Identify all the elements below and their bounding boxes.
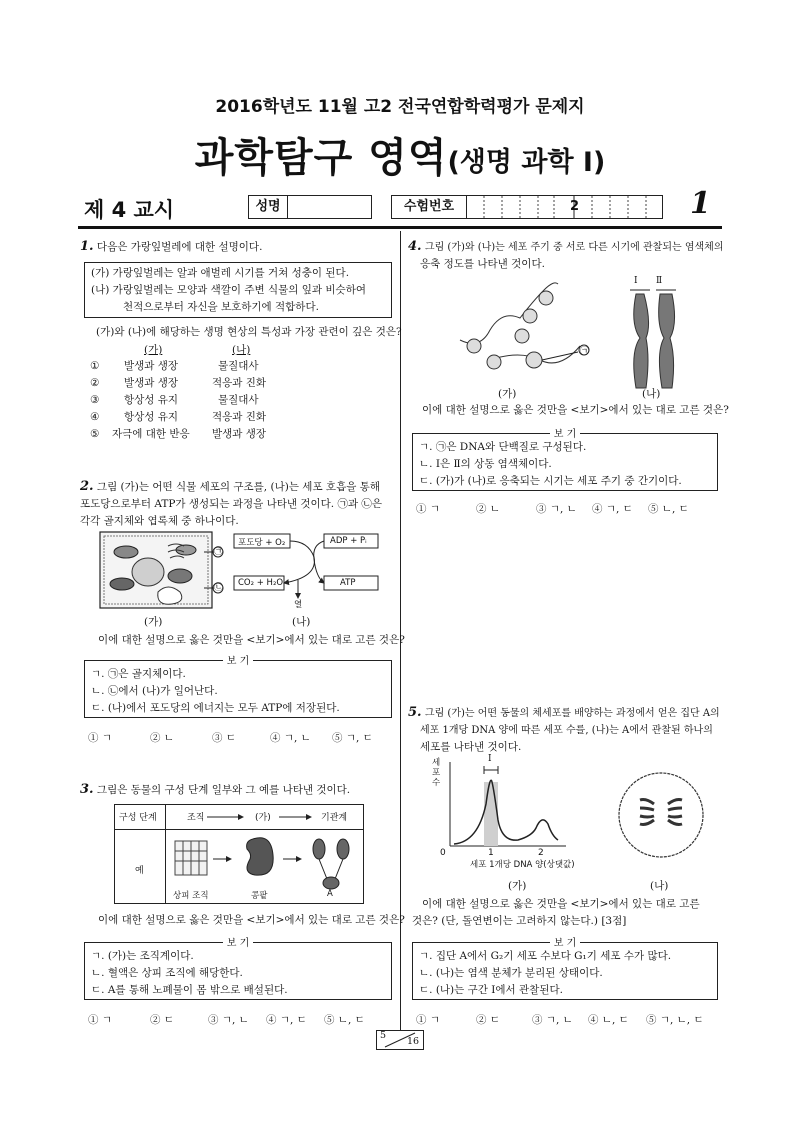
q2-choice[interactable]: ⑤ ㄱ, ㄷ (332, 732, 373, 744)
q1-col-header-b: (나) (232, 344, 251, 356)
q5-number: 5. (408, 705, 422, 720)
q1-stem-text: 다음은 가랑잎벌레에 대한 설명이다. (96, 241, 263, 253)
subject-sub: (생명 과학 Ⅰ) (447, 147, 606, 178)
q5-choices (416, 1012, 704, 1027)
total-pages: 16 (407, 1036, 420, 1047)
q3-stage-3: 기관계 (321, 813, 348, 823)
q4-choice[interactable]: ③ ㄱ, ㄴ (536, 503, 577, 515)
q5-bogi-item: ㄱ. 집단 A에서 G₂기 세포 수보다 G₁기 세포 수가 많다. (419, 950, 672, 962)
kidney-shape (247, 838, 274, 875)
q2-mark-b: ㉡ (214, 583, 224, 593)
q3-example-1: 상피 조직 (173, 891, 209, 901)
q1-question: (가)와 (나)에 해당하는 생명 현상의 특성과 가장 관련이 깊은 것은? (96, 326, 402, 338)
header-rule (78, 226, 722, 229)
q2-choice[interactable]: ④ ㄱ, ㄴ (270, 732, 311, 744)
name-box (248, 195, 372, 219)
q4-caption-a: (가) (498, 388, 517, 400)
period-label: 제 4 교시 (84, 198, 175, 222)
q3-table (114, 804, 364, 904)
q5-question (412, 896, 720, 930)
q2-caption-b: (나) (292, 616, 311, 628)
q4-choices (416, 501, 689, 516)
q3-row-label-example: 예 (135, 866, 144, 876)
q3-bogi-item: ㄴ. 혈액은 상피 조직에 해당한다. (91, 967, 243, 979)
q5-choice[interactable]: ③ ㄱ, ㄴ (532, 1014, 573, 1026)
q4-label-ii: Ⅱ (656, 276, 663, 286)
q2-co2-label: CO₂ + H₂O (238, 578, 284, 588)
q2-bogi-item: ㄷ. (나)에서 포도당의 에너지는 모두 ATP에 저장된다. (91, 702, 340, 714)
exam-title: 2016학년도 11월 고2 전국연합학력평가 문제지 (215, 97, 585, 117)
q3-example-3: A (327, 889, 333, 899)
q4-label-i: Ⅰ (634, 276, 638, 286)
q4-choice[interactable]: ④ ㄱ, ㄷ (592, 503, 633, 515)
q1-choice-row[interactable]: ② 발생과 생장 적응과 진화 (90, 377, 267, 389)
q4-number: 4. (408, 239, 422, 254)
q3-row-label-stage: 구성 단계 (119, 813, 157, 823)
exam-number-box (391, 195, 663, 219)
cell-membrane-shape (619, 773, 703, 857)
dna-distribution-curve (454, 780, 558, 844)
current-page: 5 (380, 1030, 387, 1041)
q3-bogi-box (84, 938, 392, 1000)
column-divider (400, 231, 401, 1031)
q2-choice[interactable]: ① ㄱ (88, 732, 112, 744)
q5-stem (408, 704, 724, 756)
nucleus-shape (132, 558, 164, 586)
q1-choice-row[interactable]: ④ 항상성 유지 적응과 진화 (90, 411, 267, 423)
q4-stem (408, 238, 724, 273)
q2-bogi-box (84, 656, 392, 718)
q4-choice[interactable]: ① ㄱ (416, 503, 440, 515)
q5-stem-line: 세포 1개당 DNA 양에 따른 세포 수를, (나)는 A에서 관찰된 하나의 (420, 725, 713, 736)
q1-box-line: 천적으로부터 자신을 보호하기에 적합하다. (123, 301, 319, 313)
mitochondrion-shape (114, 546, 138, 558)
q2-stem-line: 그림 (가)는 어떤 식물 세포의 구조를, (나)는 세포 호흡을 통해 (96, 481, 380, 493)
q4-choice[interactable]: ⑤ ㄴ, ㄷ (648, 503, 689, 515)
q4-stem-line: 그림 (가)와 (나)는 세포 주기 중 서로 다른 시기에 관찰되는 염색체의 (424, 242, 724, 253)
q4-bogi-item: ㄴ. Ⅰ은 Ⅱ의 상동 염색체이다. (419, 458, 552, 470)
q5-ylabel: 세포 수 (432, 758, 441, 788)
q2-choices (88, 730, 373, 745)
q5-choice[interactable]: ④ ㄴ, ㄷ (588, 1014, 629, 1026)
name-label: 성명 (249, 196, 288, 218)
q5-question-line: 것은? (단, 돌연변이는 고려하지 않는다.) [3점] (412, 915, 627, 927)
q5-x1: 1 (488, 848, 494, 858)
q1-info-box (84, 262, 392, 318)
q4-mark-a: ㉠ (580, 347, 590, 357)
q5-x0: 0 (440, 848, 446, 858)
q5-stem-line: 그림 (가)는 어떤 동물의 체세포를 배양하는 과정에서 얻은 집단 A의 (424, 708, 720, 719)
q5-bogi-item: ㄷ. (나)는 구간 Ⅰ에서 관찰된다. (419, 984, 563, 996)
chloroplast-shape (168, 569, 192, 583)
q2-question: 이에 대한 설명으로 옳은 것만을 <보기>에서 있는 대로 고른 것은? (98, 634, 405, 646)
q4-caption-b: (나) (642, 388, 661, 400)
q5-bogi-title: 보 기 (413, 935, 717, 952)
q5-xlabel: 세포 1개당 DNA 양(상댓값) (470, 860, 575, 870)
q4-choice[interactable]: ② ㄴ (476, 503, 500, 515)
q2-choice[interactable]: ③ ㄷ (212, 732, 236, 744)
q5-interval-i-label: Ⅰ (488, 754, 492, 764)
page-mark: 1 (690, 186, 711, 221)
q3-bogi-item: ㄷ. A를 통해 노폐물이 몸 밖으로 배설된다. (91, 984, 288, 996)
q2-stem-line: 각각 골지체와 엽록체 중 하나이다. (80, 515, 239, 527)
q2-glucose-label: 포도당 + O₂ (238, 538, 286, 548)
q3-stage-2: (가) (255, 813, 271, 823)
q5-bogi-item: ㄴ. (나)는 염색 분체가 분리된 상태이다. (419, 967, 603, 979)
q5-graph (440, 758, 570, 858)
q2-heat-label: 열 (294, 600, 303, 610)
q4-bogi-box (412, 429, 718, 491)
q3-bogi-title: 보 기 (85, 935, 391, 952)
q1-box-line: (가) 가랑잎벌레는 알과 애벌레 시기를 거쳐 성충이 된다. (91, 267, 350, 279)
q2-bogi-item: ㄴ. ㉡에서 (나)가 일어난다. (91, 685, 218, 697)
q4-bogi-item: ㄱ. ㉠은 DNA와 단백질로 구성된다. (419, 441, 587, 453)
q5-choice[interactable]: ① ㄱ (416, 1014, 440, 1026)
q3-stem-text: 그림은 동물의 구성 단계 일부와 그 예를 나타낸 것이다. (96, 784, 351, 796)
q1-stem (80, 238, 398, 256)
q4-bogi-item: ㄷ. (가)가 (나)로 응축되는 시기는 세포 주기 중 간기이다. (419, 475, 682, 487)
q4-bogi-title: 보 기 (413, 426, 717, 443)
q3-number: 3. (80, 782, 94, 797)
q1-choice-row[interactable]: ⑤ 자극에 대한 반응 발생과 생장 (90, 428, 267, 440)
q5-choice[interactable]: ⑤ ㄱ, ㄴ, ㄷ (646, 1014, 704, 1026)
q1-choices (90, 358, 390, 443)
q5-question-line: 이에 대한 설명으로 옳은 것만을 <보기>에서 있는 대로 고른 (422, 898, 700, 910)
q3-bogi-item: ㄱ. (가)는 조직계이다. (91, 950, 194, 962)
interval-i-shade (484, 782, 498, 846)
q4-question: 이에 대한 설명으로 옳은 것만을 <보기>에서 있는 대로 고른 것은? (422, 404, 729, 416)
q5-caption-b: (나) (650, 880, 669, 892)
q5-cell-figure (616, 770, 706, 860)
q2-choice[interactable]: ② ㄴ (150, 732, 174, 744)
epithelial-tissue-shape (175, 841, 207, 875)
q1-col-header-a: (가) (144, 344, 163, 356)
q2-stem (80, 478, 398, 530)
q2-bogi-title: 보 기 (85, 653, 391, 670)
q3-choices (88, 1012, 365, 1027)
chromatin-strand-shape (460, 283, 580, 369)
q3-question: 이에 대한 설명으로 옳은 것만을 <보기>에서 있는 대로 고른 것은? (98, 914, 405, 926)
q1-choice-row[interactable]: ③ 항상성 유지 물질대사 (90, 394, 259, 406)
q5-choice[interactable]: ② ㄷ (476, 1014, 500, 1026)
exam-number-cells (466, 196, 662, 218)
q1-number: 1. (80, 239, 94, 254)
page-number-box (376, 1030, 424, 1050)
q2-caption-a: (가) (144, 616, 163, 628)
chromosome-shape (634, 294, 675, 388)
q2-adp-label: ADP + Pᵢ (330, 536, 367, 546)
q2-bogi-item: ㄱ. ㉠은 골지체이다. (91, 668, 186, 680)
q2-stem-line: 포도당으로부터 ATP가 생성되는 과정을 나타낸 것이다. ㉠과 ㉡은 (80, 498, 383, 510)
q5-caption-a: (가) (508, 880, 527, 892)
excretory-system-shape (313, 839, 349, 889)
q2-atp-label: ATP (340, 578, 356, 588)
exam-number-digit: 2 (570, 199, 580, 214)
q5-bogi-box (412, 938, 718, 1000)
q2-mark-a: ㉠ (214, 547, 224, 557)
q2-number: 2. (80, 479, 94, 494)
q3-choice[interactable]: ② ㄷ (150, 1014, 174, 1026)
q3-choice[interactable]: ⑤ ㄴ, ㄷ (324, 1014, 365, 1026)
subject-main: 과학탐구 영역 (194, 135, 448, 181)
q4-figure (450, 280, 710, 390)
q1-choice-row[interactable]: ① 발생과 생장 물질대사 (90, 360, 259, 372)
q5-stem-line: 세포를 나타낸 것이다. (420, 741, 522, 753)
q4-stem-line: 응축 정도를 나타낸 것이다. (420, 258, 545, 270)
q3-example-2: 콩팥 (251, 891, 268, 901)
q3-choice[interactable]: ③ ㄱ, ㄴ (208, 1014, 249, 1026)
q3-choice[interactable]: ① ㄱ (88, 1014, 112, 1026)
q3-stem (80, 781, 350, 799)
q3-choice[interactable]: ④ ㄱ, ㄷ (266, 1014, 307, 1026)
subject-title (0, 126, 800, 183)
q5-x2: 2 (538, 848, 544, 858)
q1-box-line: (나) 가랑잎벌레는 모양과 색깔이 주변 식물의 잎과 비슷하여 (91, 284, 366, 296)
q3-stage-1: 조직 (187, 813, 205, 823)
exam-number-label: 수험번호 (392, 196, 467, 218)
